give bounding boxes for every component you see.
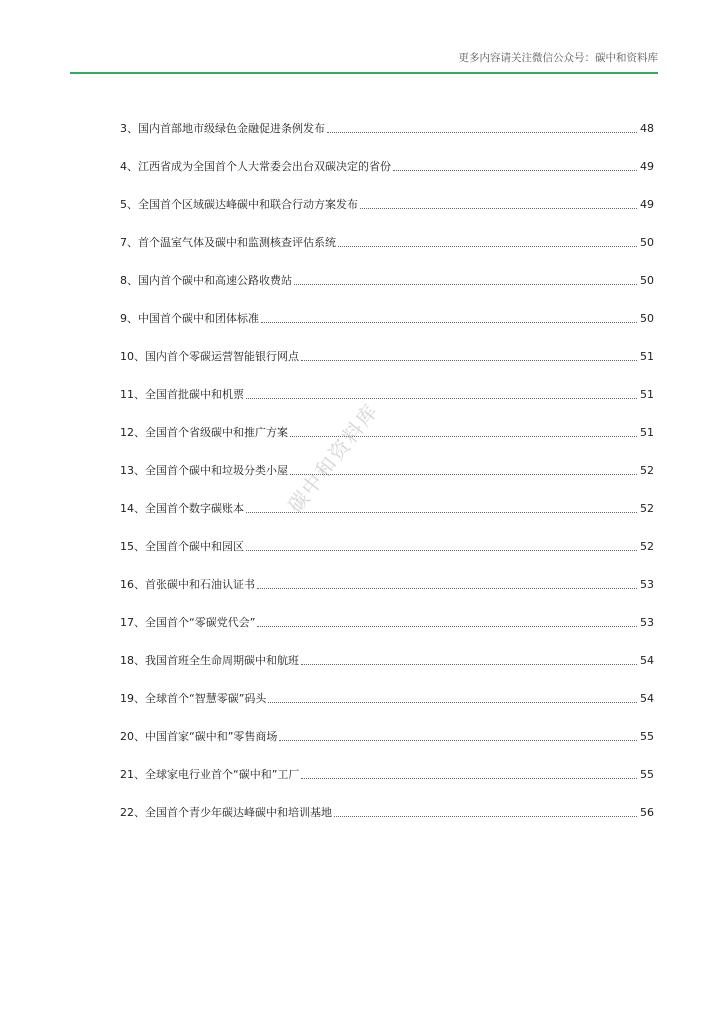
- toc-entry[interactable]: [120, 212, 654, 250]
- toc-dot-leader: [301, 664, 637, 665]
- toc-entry-title: 全国首个区域碳达峰碳中和联合行动方案发布: [138, 198, 358, 211]
- toc-entry-title: 全国首批碳中和机票: [145, 388, 244, 401]
- toc-entry-number: 18、: [120, 654, 145, 667]
- toc-entry[interactable]: [120, 364, 654, 402]
- toc-entry-title: 全国首个数字碳账本: [145, 502, 244, 515]
- toc-entry-number: 7、: [120, 236, 138, 249]
- toc-dot-leader: [257, 626, 637, 627]
- toc-entry-number: 8、: [120, 274, 138, 287]
- table-of-contents: [120, 98, 654, 820]
- toc-entry[interactable]: [120, 440, 654, 478]
- toc-entry-number: 10、: [120, 350, 145, 363]
- toc-entry-title: 全球首个“智慧零碳”码头: [145, 692, 267, 705]
- toc-entry-number: 20、: [120, 730, 145, 743]
- toc-entry[interactable]: [120, 136, 654, 174]
- toc-entry-page-number: 50: [640, 274, 654, 287]
- toc-entry-page-number: 50: [640, 312, 654, 325]
- toc-entry[interactable]: [120, 326, 654, 364]
- toc-entry-number: 13、: [120, 464, 145, 477]
- toc-entry[interactable]: [120, 174, 654, 212]
- toc-entry-page-number: 53: [640, 578, 654, 591]
- toc-entry-number: 21、: [120, 768, 145, 781]
- toc-entry-title: 全国首个青少年碳达峰碳中和培训基地: [145, 806, 332, 819]
- toc-entry-number: 16、: [120, 578, 145, 591]
- toc-dot-leader: [257, 588, 637, 589]
- toc-dot-leader: [246, 550, 637, 551]
- toc-entry[interactable]: [120, 706, 654, 744]
- toc-entry-title: 全球家电行业首个“碳中和”工厂: [145, 768, 300, 781]
- toc-entry-page-number: 54: [640, 692, 654, 705]
- toc-entry-number: 5、: [120, 198, 138, 211]
- toc-dot-leader: [261, 322, 637, 323]
- toc-entry[interactable]: [120, 782, 654, 820]
- toc-entry-page-number: 55: [640, 768, 654, 781]
- toc-entry-page-number: 48: [640, 122, 654, 135]
- toc-entry-page-number: 55: [640, 730, 654, 743]
- toc-dot-leader: [334, 816, 637, 817]
- toc-entry-number: 17、: [120, 616, 145, 629]
- toc-dot-leader: [301, 778, 637, 779]
- toc-entry-title: 国内首部地市级绿色金融促进条例发布: [138, 122, 325, 135]
- toc-dot-leader: [246, 398, 637, 399]
- toc-dot-leader: [327, 132, 637, 133]
- toc-entry-number: 14、: [120, 502, 145, 515]
- toc-entry-page-number: 56: [640, 806, 654, 819]
- toc-dot-leader: [279, 740, 637, 741]
- toc-dot-leader: [294, 284, 637, 285]
- toc-entry-page-number: 50: [640, 236, 654, 249]
- toc-entry-number: 19、: [120, 692, 145, 705]
- toc-entry-page-number: 51: [640, 388, 654, 401]
- toc-entry-page-number: 52: [640, 502, 654, 515]
- toc-entry-page-number: 49: [640, 160, 654, 173]
- toc-entry-title: 国内首个零碳运营智能银行网点: [145, 350, 299, 363]
- toc-entry-title: 全国首个碳中和垃圾分类小屋: [145, 464, 288, 477]
- toc-entry[interactable]: [120, 516, 654, 554]
- toc-entry-number: 12、: [120, 426, 145, 439]
- toc-entry[interactable]: [120, 592, 654, 630]
- toc-entry-number: 3、: [120, 122, 138, 135]
- toc-entry-number: 4、: [120, 160, 138, 173]
- toc-entry-number: 15、: [120, 540, 145, 553]
- toc-entry[interactable]: [120, 630, 654, 668]
- toc-dot-leader: [268, 702, 637, 703]
- toc-entry-page-number: 51: [640, 350, 654, 363]
- toc-entry-number: 11、: [120, 388, 145, 401]
- toc-entry-title: 中国首家“碳中和”零售商场: [145, 730, 278, 743]
- toc-entry[interactable]: [120, 554, 654, 592]
- toc-entry-title: 中国首个碳中和团体标准: [138, 312, 259, 325]
- toc-entry-number: 9、: [120, 312, 138, 325]
- toc-dot-leader: [393, 170, 637, 171]
- toc-entry-page-number: 54: [640, 654, 654, 667]
- toc-entry[interactable]: [120, 402, 654, 440]
- toc-entry[interactable]: [120, 98, 654, 136]
- toc-entry[interactable]: [120, 668, 654, 706]
- toc-entry-page-number: 51: [640, 426, 654, 439]
- watermark: 碳中和资料库: [283, 398, 384, 518]
- toc-entry-title: 首个温室气体及碳中和监测核查评估系统: [138, 236, 336, 249]
- toc-entry-page-number: 52: [640, 464, 654, 477]
- toc-entry-title: 江西省成为全国首个人大常委会出台双碳决定的省份: [138, 160, 391, 173]
- toc-entry-title: 国内首个碳中和高速公路收费站: [138, 274, 292, 287]
- header-divider: [70, 72, 658, 74]
- toc-entry[interactable]: [120, 744, 654, 782]
- toc-entry-number: 22、: [120, 806, 145, 819]
- toc-entry-title: 我国首班全生命周期碳中和航班: [145, 654, 299, 667]
- toc-entry[interactable]: [120, 250, 654, 288]
- toc-dot-leader: [360, 208, 637, 209]
- toc-entry[interactable]: [120, 478, 654, 516]
- toc-entry-page-number: 49: [640, 198, 654, 211]
- toc-dot-leader: [301, 360, 637, 361]
- toc-entry-title: 全国首个“零碳党代会”: [145, 616, 256, 629]
- page-header: 更多内容请关注微信公众号：碳中和资料库: [458, 52, 658, 64]
- toc-entry-page-number: 53: [640, 616, 654, 629]
- toc-entry[interactable]: [120, 288, 654, 326]
- toc-entry-title: 全国首个省级碳中和推广方案: [145, 426, 288, 439]
- toc-entry-page-number: 52: [640, 540, 654, 553]
- toc-dot-leader: [290, 474, 637, 475]
- toc-dot-leader: [338, 246, 637, 247]
- toc-entry-title: 全国首个碳中和园区: [145, 540, 244, 553]
- toc-entry-title: 首张碳中和石油认证书: [145, 578, 255, 591]
